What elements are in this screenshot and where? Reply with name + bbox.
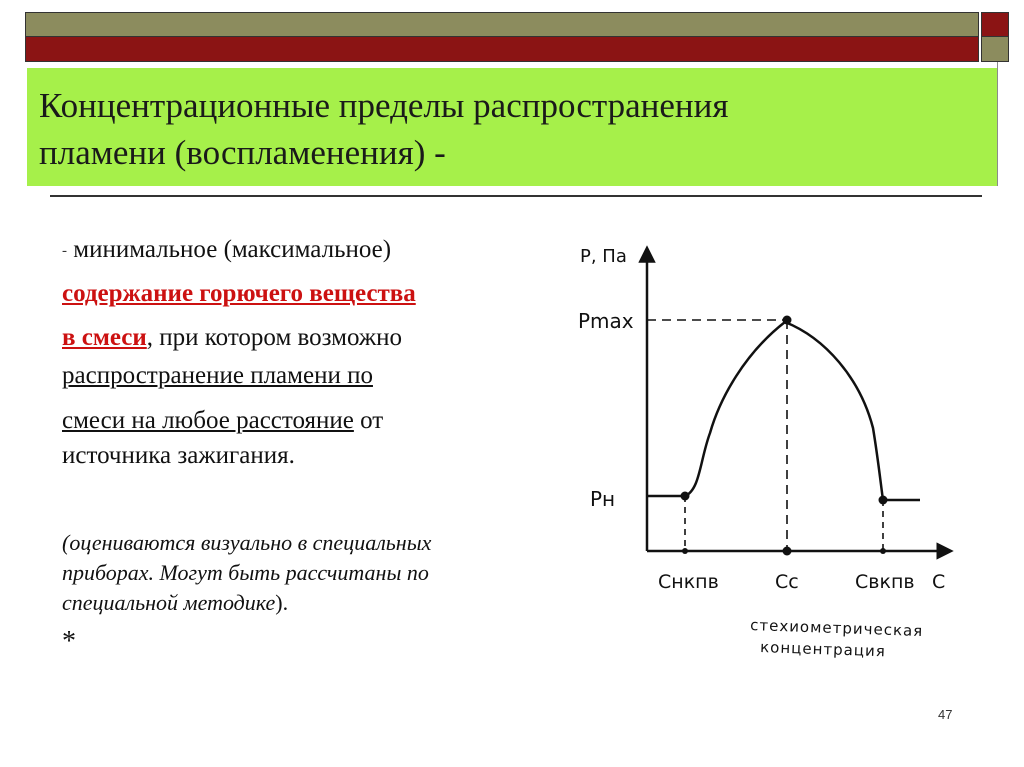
point-cnkpv-axis <box>682 548 688 554</box>
y-axis-label: P, Па <box>580 246 627 267</box>
cnkpv-label: Cнкпв <box>658 571 719 593</box>
slide-title-line1: Концентрационные пределы распространения <box>39 86 729 125</box>
body-text-l1: минимальное (максимальное) <box>73 236 392 263</box>
point-cvkpv-axis <box>880 548 886 554</box>
header-bar-olive <box>25 12 979 37</box>
body-text-l6: источника зажигания <box>62 442 289 469</box>
slide-title-line2: пламени (воспламенения) - <box>39 133 446 172</box>
underlined-distance: смеси на любое расстояние <box>62 407 354 434</box>
header-bar-red <box>25 37 979 62</box>
body-text-l6-dot: . <box>288 442 295 469</box>
highlight-substance: содержание горючего вещества <box>62 280 416 307</box>
point-cvkpv <box>879 496 888 505</box>
header-bar <box>25 12 1009 64</box>
body-line-4 <box>62 362 373 390</box>
right-divider <box>997 62 998 186</box>
title-underline <box>50 195 982 197</box>
note-line-2: приборах. Могут быть рассчитаны по <box>62 560 429 585</box>
body-line-5 <box>62 407 383 435</box>
note-text-l3: специальной методике <box>62 590 276 615</box>
bullet-dash: - <box>62 242 67 259</box>
point-cnkpv <box>681 492 690 501</box>
note-line-1: (оцениваются визуально в специальных <box>62 530 432 555</box>
note-text-l3-end: ). <box>275 590 289 615</box>
pmax-label: Pmax <box>578 309 634 333</box>
title-box <box>27 68 997 186</box>
body-line-6 <box>62 442 295 470</box>
note-line-3 <box>62 590 288 616</box>
body-text-l3: , при котором возможно <box>146 324 403 351</box>
pressure-concentration-chart <box>570 228 990 668</box>
annotation-line-1: стехиометрическая <box>749 616 924 641</box>
body-line-1 <box>62 236 391 264</box>
cc-label: Cс <box>775 571 799 593</box>
body-text-l5: от <box>353 407 384 434</box>
point-pmax <box>783 316 792 325</box>
pn-label: Pн <box>590 487 616 511</box>
header-corner-olive <box>981 37 1009 62</box>
footnote-star: * <box>62 626 76 657</box>
point-cc <box>783 547 792 556</box>
page-number: 47 <box>938 707 953 722</box>
body-line-3 <box>62 324 402 352</box>
body-line-2 <box>62 280 416 308</box>
annotation-line-2: концентрация <box>759 638 887 661</box>
x-axis-label: C <box>932 571 946 593</box>
underlined-propagation: распространение пламени по <box>62 362 373 389</box>
highlight-mixture: в смеси <box>62 324 147 351</box>
pressure-curve <box>647 322 920 500</box>
header-corner-red <box>981 12 1009 37</box>
cvkpv-label: Cвкпв <box>855 571 915 593</box>
